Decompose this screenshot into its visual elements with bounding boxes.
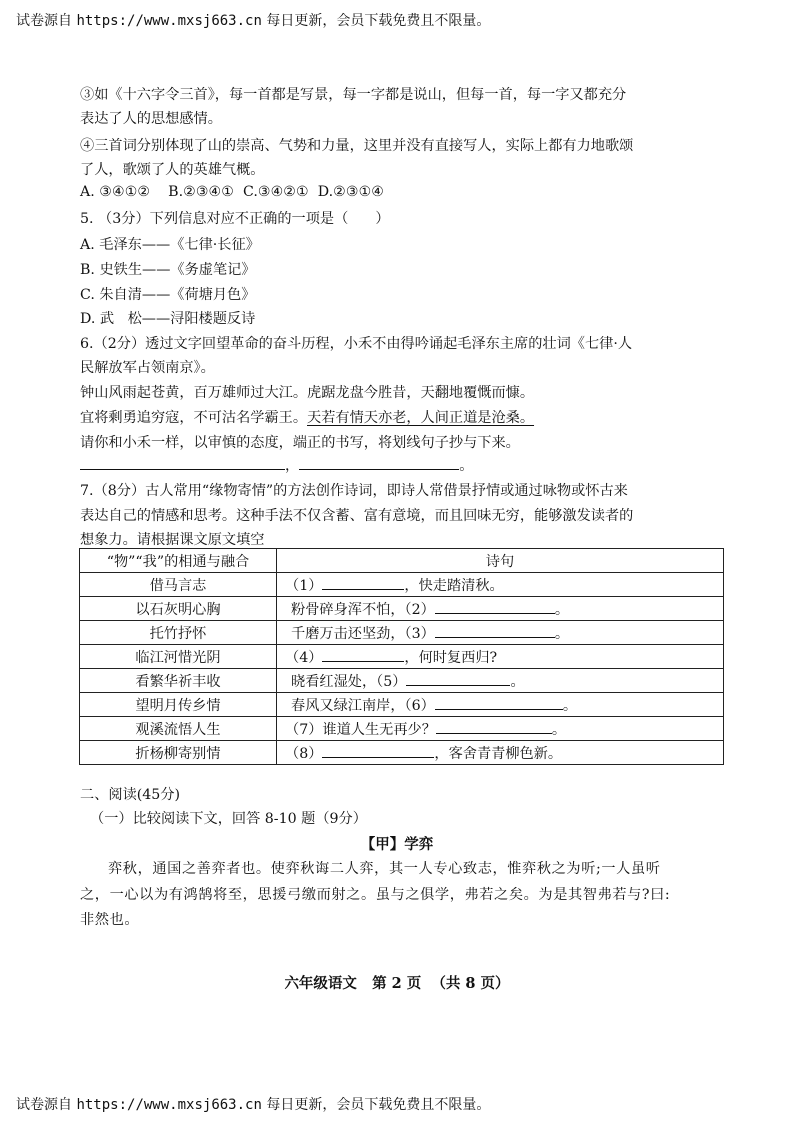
header-url[interactable]: https://www.mxsj663.cn (76, 13, 262, 29)
table-row (80, 669, 724, 693)
answer-blank-8[interactable] (322, 745, 434, 758)
q5-stem: 5. （3分）下列信息对应不正确的一项是（ ） (80, 211, 390, 227)
answer-blank-3[interactable] (435, 625, 555, 638)
page-footer: 六年级语文 第 2 页 （共 8 页） (284, 975, 510, 992)
answer-blank-4[interactable] (322, 649, 404, 662)
row-theme: 观溪流悟人生 (80, 717, 277, 741)
q5-option-b: B. 史铁生——《务虚笔记》 (80, 262, 256, 278)
poem-prefix: 晓看红湿处，（5） (291, 673, 407, 690)
q6-answer-line (80, 455, 473, 475)
passage-title: 【甲】学弈 (360, 836, 434, 853)
q4-item3-line1: ③如《十六字令三首》，每一首都是写景，每一字都是说山，但每一首，每一字又都充分 (80, 87, 627, 103)
poem-suffix: 。 (551, 721, 567, 738)
poem-prefix: （4） (285, 649, 323, 666)
q6-answer-comma: ， (285, 458, 300, 474)
q7-stem-line2: 表达自己的情感和思考。这种手法不仅含蓄、富有意境，而且回味无穷，能够激发读者的 (80, 508, 634, 524)
q7-stem-line1: 7.（8分）古人常用“缘物寄情”的方法创作诗词，即诗人常借景抒情或通过咏物或怀古来 (80, 483, 628, 499)
poem-suffix: 。 (562, 697, 578, 714)
poem-suffix: 。 (510, 673, 525, 690)
row-theme: 托竹抒怀 (80, 621, 277, 645)
table-header-poem: 诗句 (277, 549, 724, 573)
row-poem (277, 693, 724, 717)
poem-prefix: （1） (285, 577, 323, 594)
row-poem (277, 669, 724, 693)
answer-blank-1[interactable] (322, 577, 404, 590)
q5-option-c: C. 朱自清——《荷塘月色》 (80, 287, 256, 303)
q6-poem-plain: 宜将剩勇追穷寇，不可沽名学霸王。 (80, 410, 308, 426)
row-poem (277, 597, 724, 621)
q4-item4-line1: ④三首词分别体现了山的崇高、气势和力量，这里并没有直接写人，实际上都有力地歌颂 (80, 138, 634, 154)
table-row (80, 597, 724, 621)
q4-item3-line2: 表达了人的思想感情。 (80, 111, 222, 127)
row-poem (277, 717, 724, 741)
row-theme: 以石灰明心胸 (80, 597, 277, 621)
answer-blank-7[interactable] (436, 721, 552, 734)
q6-instruction: 请你和小禾一样，以审慎的态度，端正的书写，将划线句子抄与下来。 (80, 435, 520, 451)
footer-url[interactable]: https://www.mxsj663.cn (76, 1097, 262, 1113)
answer-blank-6[interactable] (435, 697, 563, 710)
row-theme: 看繁华祈丰收 (80, 669, 277, 693)
poem-prefix: （8） (285, 745, 323, 762)
q5-option-d: D. 武 松——浔阳楼题反诗 (80, 311, 256, 327)
row-poem (277, 741, 724, 765)
passage-line-2: 之，一心以为有鸿鹄将至，思援弓缴而射之。虽与之俱学，弗若之矣。为是其智弗若与?曰: (80, 887, 671, 903)
header-prefix: 试卷源自 (16, 13, 72, 29)
passage-line-3: 非然也。 (80, 912, 140, 928)
reading-subsection: （一）比较阅读下文，回答 8-10 题（9分） (90, 811, 367, 827)
table-header-theme: “物”“我”的相通与融合 (80, 549, 277, 573)
poem-prefix: 春风又绿江南岸，（6） (291, 697, 435, 714)
answer-blank-2[interactable] (435, 601, 555, 614)
passage-line-1: 弈秋，通国之善弈者也。使弈秋诲二人弈，其一人专心致志，惟弈秋之为听;一人虽听 (108, 861, 661, 877)
row-theme: 临江河惜光阴 (80, 645, 277, 669)
footer-suffix: 每日更新，会员下载免费且不限量。 (266, 1097, 491, 1113)
poem-suffix: ，快走踏清秋。 (404, 577, 504, 594)
q5-option-a: A. 毛泽东——《七律·长征》 (80, 237, 260, 253)
row-theme: 望明月传乡情 (80, 693, 277, 717)
table-row (80, 573, 724, 597)
site-footer-banner (16, 1094, 490, 1114)
site-header (16, 10, 490, 30)
poem-suffix: ，客舍青青柳色新。 (434, 745, 563, 762)
table-row (80, 621, 724, 645)
poem-prefix: （7）谁道人生无再少？ (285, 721, 436, 738)
table-row (80, 645, 724, 669)
q6-answer-blank-2[interactable] (299, 457, 459, 470)
poem-suffix: 。 (554, 601, 570, 618)
q6-poem-underlined: 天若有情天亦老，人间正道是沧桑。 (307, 410, 535, 426)
poem-prefix: 千磨万击还坚劲，（3） (291, 625, 435, 642)
footer-prefix: 试卷源自 (16, 1097, 72, 1113)
poem-fill-table (79, 548, 724, 765)
q6-poem-line1: 钟山风雨起苍黄，百万雄师过大江。虎踞龙盘今胜昔，天翻地覆慨而慷。 (80, 385, 535, 401)
q4-options: A. ③④①② B.②③④① C.③④②① D.②③①④ (80, 184, 385, 200)
row-poem (277, 573, 724, 597)
header-suffix: 每日更新，会员下载免费且不限量。 (266, 13, 491, 29)
answer-blank-5[interactable] (406, 673, 510, 686)
q6-stem-line1: 6.（2分）透过文字回望革命的奋斗历程，小禾不由得吟诵起毛泽东主席的壮词《七律·人 (80, 336, 633, 352)
q6-poem-line2 (80, 407, 534, 427)
row-theme: 借马言志 (80, 573, 277, 597)
q7-stem-line3: 想象力。请根据课文原文填空 (80, 532, 265, 548)
table-header-row (80, 549, 724, 573)
poem-suffix: ，何时复西归? (404, 649, 498, 666)
q6-answer-period: 。 (459, 458, 474, 474)
row-poem (277, 645, 724, 669)
poem-prefix: 粉骨碎身浑不怕，（2） (291, 601, 435, 618)
row-poem (277, 621, 724, 645)
row-theme: 折杨柳寄别情 (80, 741, 277, 765)
q6-stem-line2: 民解放军占领南京》。 (80, 360, 215, 376)
reading-section-title: 二、阅读(45分) (80, 787, 181, 803)
poem-suffix: 。 (554, 625, 570, 642)
table-row (80, 717, 724, 741)
q6-answer-blank-1[interactable] (80, 457, 285, 470)
q4-item4-line2: 了人，歌颂了人的英雄气概。 (80, 162, 265, 178)
table-row (80, 741, 724, 765)
table-row (80, 693, 724, 717)
